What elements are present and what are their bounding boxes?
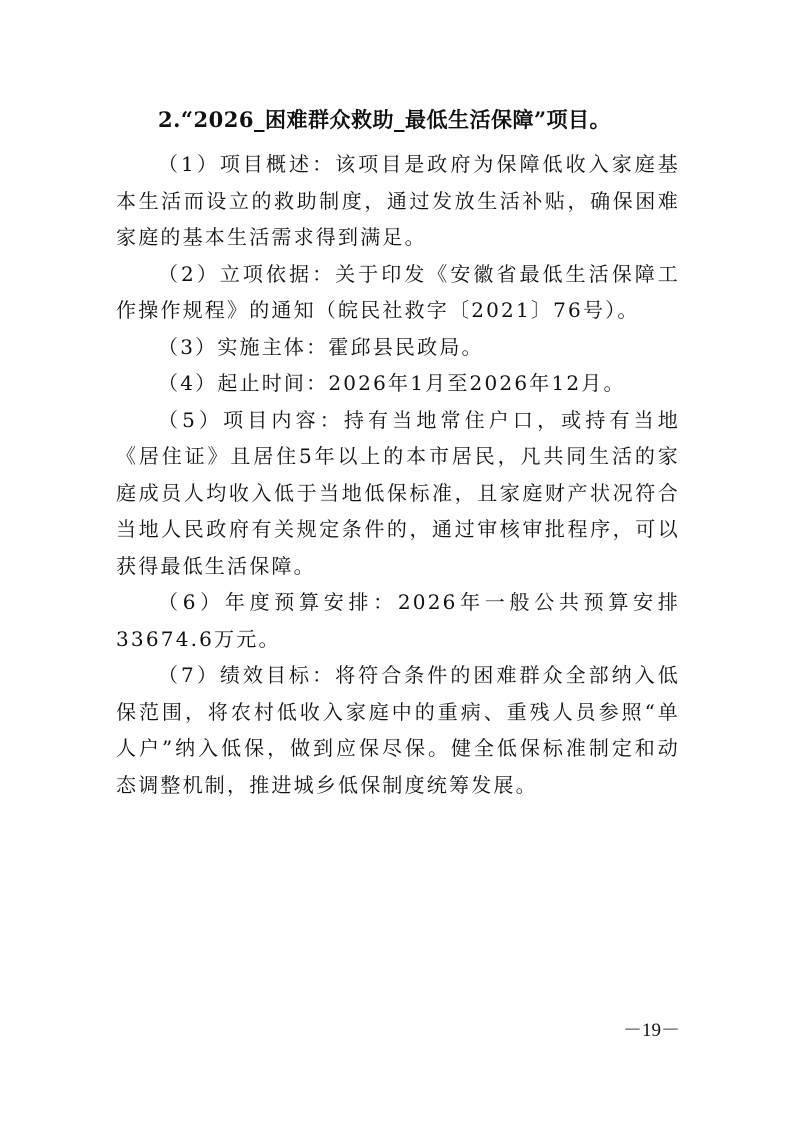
- paragraph-overview: （1）项目概述：该项目是政府为保障低收入家庭基本生活而设立的救助制度，通过发放生活补贴，确保困难家庭的基本生活需求得到满足。: [116, 152, 680, 249]
- paragraph-goals: （7）绩效目标：将符合条件的困难群众全部纳入低保范围，将农村低收入家庭中的重病、重残人员参照“单人户”纳入低保，做到应保尽保。健全低保标准制定和动态调整机制，推进城乡低保制度统筹发展。: [116, 663, 680, 797]
- document-body: [116, 146, 680, 803]
- paragraph-budget: （6）年度预算安排：2026年一般公共预算安排33674.6万元。: [116, 590, 680, 651]
- paragraph-content: （5）项目内容：持有当地常住户口，或持有当地《居住证》且居住5年以上的本市居民，凡共同生活的家庭成员人均收入低于当地低保标准，且家庭财产状况符合当地人民政府有关规定条件的，通过审核审批程序，可以获得最低生活保障。: [116, 407, 680, 578]
- paragraph-basis: （2）立项依据：关于印发《安徽省最低生活保障工作操作规程》的通知（皖民社救字〔2021〕76号）。: [116, 261, 680, 322]
- paragraph-implementer: （3）实施主体：霍邱县民政局。: [158, 334, 484, 359]
- section-heading: 2.“2026_困难群众救助_最低生活保障”项目。: [158, 107, 612, 132]
- page-number: －19－: [622, 1020, 680, 1041]
- paragraph-period: （4）起止时间：2026年1月至2026年12月。: [158, 371, 626, 395]
